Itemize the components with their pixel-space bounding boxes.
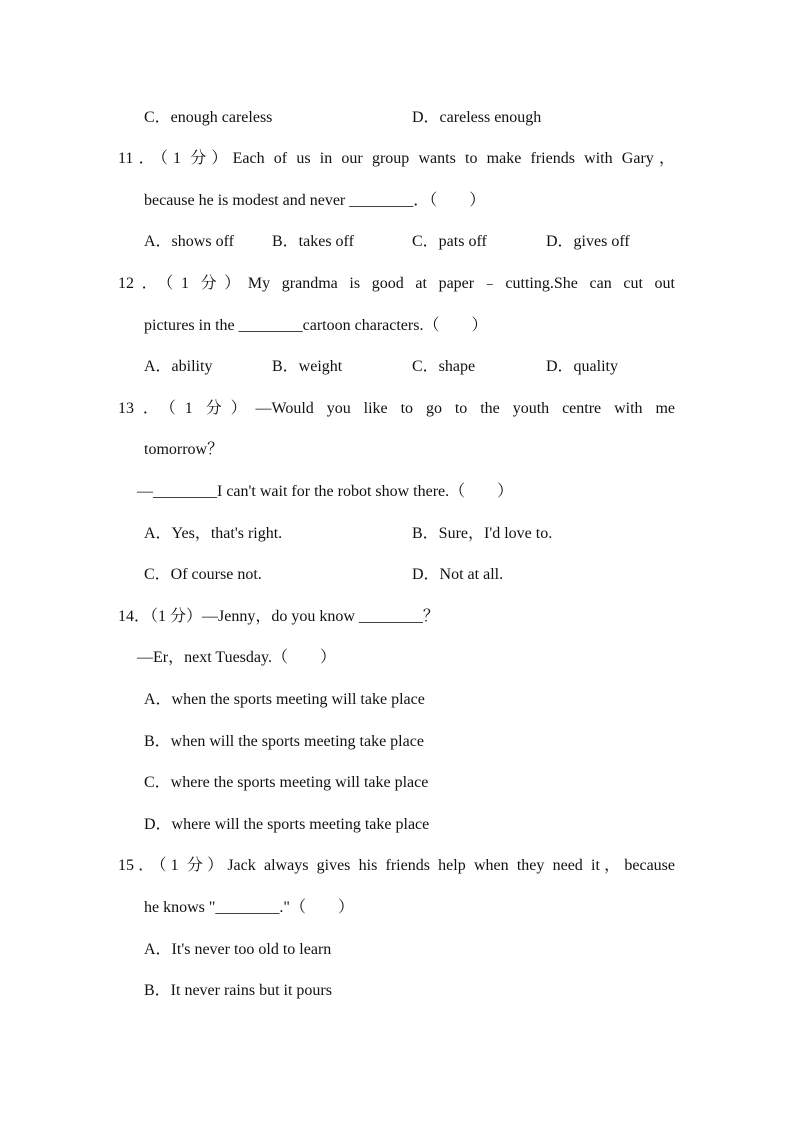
q11-option-c: C．pats off <box>412 233 487 250</box>
q15-stem-line2: he knows "________."（ ） <box>144 899 354 916</box>
q13-option-b: B．Sure，I'd love to. <box>412 525 553 542</box>
q15-stem-line1: 15．（1 分）Jack always gives his friends help when they need it，because <box>118 857 675 874</box>
q11-stem-line1: 11．（1 分）Each of us in our group wants to make friends with Gary， <box>118 150 675 167</box>
q12-option-c: C．shape <box>412 358 476 375</box>
q10-option-d: D．careless enough <box>412 109 542 126</box>
q12-stem-line1: 12．（1 分）My grandma is good at paper﹣cutting.She can cut out <box>118 275 675 292</box>
q11-option-d: D．gives off <box>546 233 630 250</box>
q14-option-a: A．when the sports meeting will take place <box>144 691 425 708</box>
q13-option-c: C．Of course not. <box>144 566 262 583</box>
q14-stem-line2: —Er，next Tuesday.（ ） <box>137 649 336 666</box>
q12-option-a: A．ability <box>144 358 213 375</box>
q13-stem-line3: —________I can't wait for the robot show there.（ ） <box>137 483 514 500</box>
q12-option-b: B．weight <box>272 358 343 375</box>
q12-option-d: D．quality <box>546 358 618 375</box>
q13-option-a: A．Yes，that's right. <box>144 525 283 542</box>
q14-option-c: C．where the sports meeting will take place <box>144 774 429 791</box>
q14-option-d: D．where will the sports meeting take place <box>144 816 430 833</box>
q15-option-a: A．It's never too old to learn <box>144 941 332 958</box>
q12-stem-line2: pictures in the ________cartoon characters.（ ） <box>144 317 488 334</box>
q13-option-d: D．Not at all. <box>412 566 504 583</box>
q13-stem-line2: tomorrow？ <box>144 441 224 458</box>
q13-stem-line1: 13．（1 分）—Would you like to go to the youth centre with me <box>118 400 675 417</box>
q11-option-a: A．shows off <box>144 233 234 250</box>
q11-stem-line2: because he is modest and never ________．（ ） <box>144 192 486 209</box>
q14-option-b: B．when will the sports meeting take place <box>144 733 424 750</box>
q11-option-b: B．takes off <box>272 233 354 250</box>
q10-option-c: C．enough careless <box>144 109 273 126</box>
q15-option-b: B．It never rains but it pours <box>144 982 332 999</box>
q14-stem-line1: 14．（1 分）—Jenny，do you know ________？ <box>118 608 439 625</box>
